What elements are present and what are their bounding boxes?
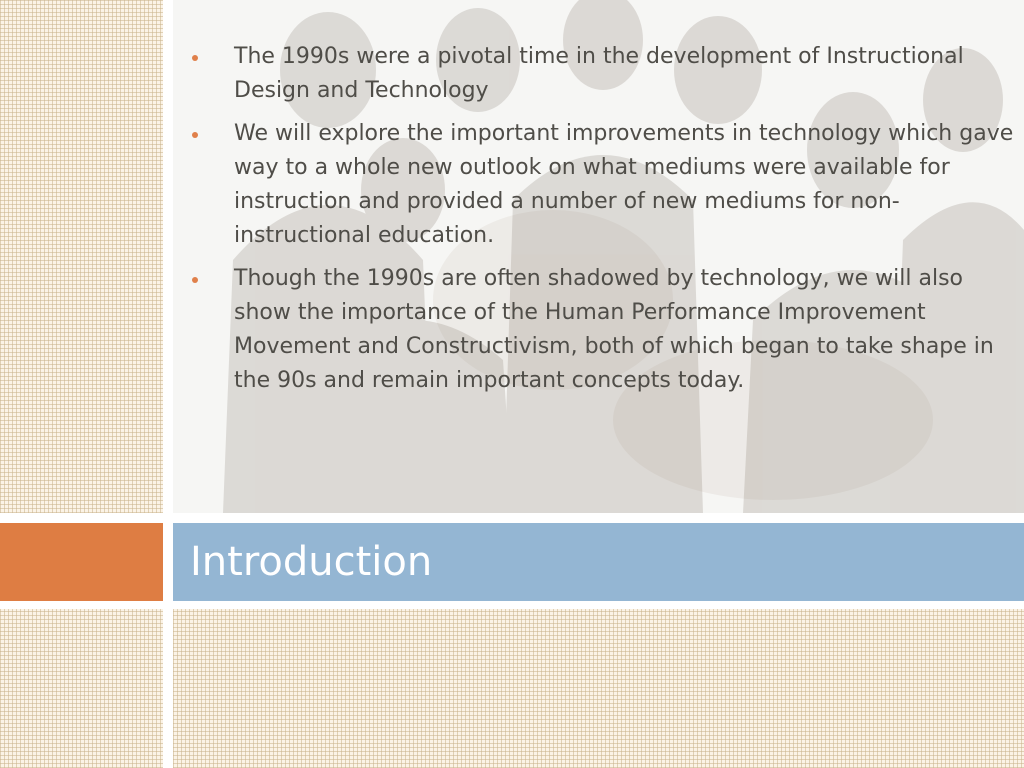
accent-block xyxy=(0,523,163,601)
slide-content-area xyxy=(173,0,1024,513)
bullet-dot-icon xyxy=(192,132,198,138)
bullet-list xyxy=(188,40,1018,407)
grid-pattern-panel xyxy=(0,0,163,513)
title-bar xyxy=(173,523,1024,601)
bullet-text: The 1990s were a pivotal time in the development of Instructional Design and Technology xyxy=(234,44,964,103)
bullet-item xyxy=(188,40,1018,108)
bullet-text: Though the 1990s are often shadowed by technology, we will also show the importance of the Human Performance Improvement Movement and Constructivism, both of which began to take shape in the 90s and remain important concepts today. xyxy=(234,266,994,393)
bullet-dot-icon xyxy=(192,277,198,283)
bullet-dot-icon xyxy=(192,55,198,61)
bullet-text: We will explore the important improvements in technology which gave way to a whole new outlook on what mediums were available for instruction and provided a number of new mediums for non-instructional education. xyxy=(234,121,1014,248)
slide-title: Introduction xyxy=(190,539,433,585)
bullet-item xyxy=(188,262,1018,398)
grid-pattern-panel xyxy=(173,609,1024,768)
grid-pattern-panel xyxy=(0,609,163,768)
bullet-item xyxy=(188,117,1018,253)
